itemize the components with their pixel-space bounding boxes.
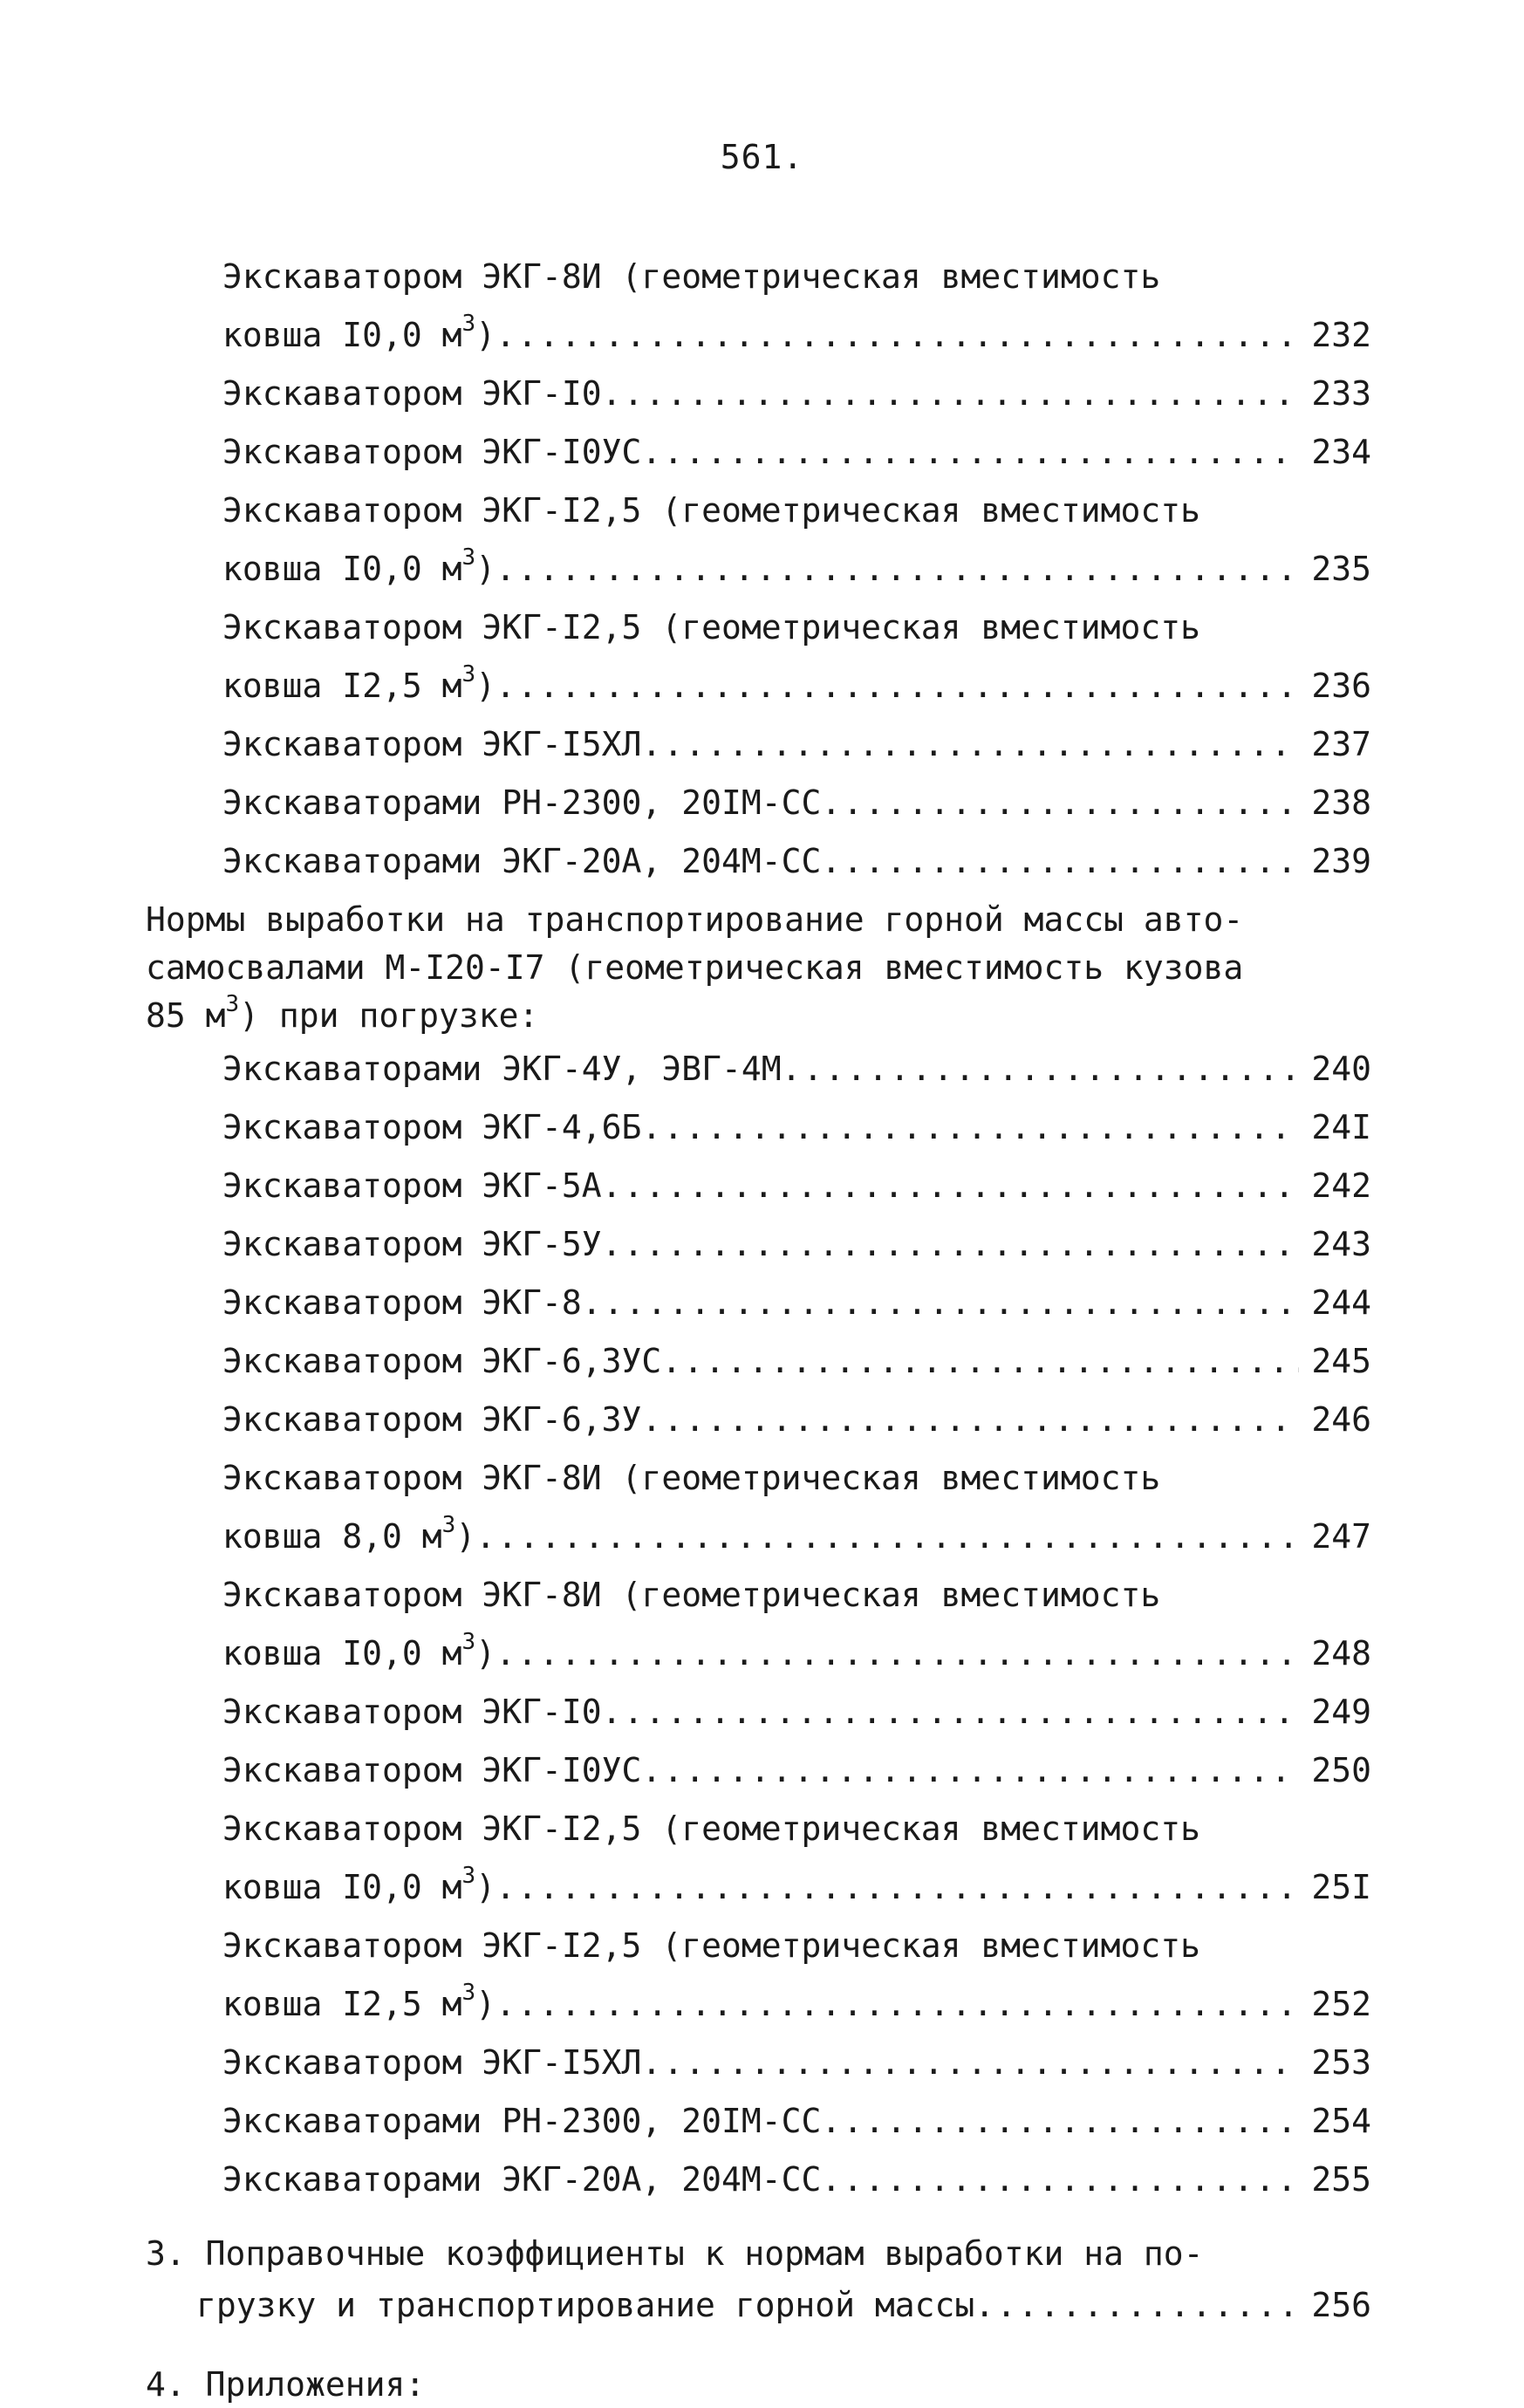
toc-entry-label [222, 838, 821, 885]
toc-entry-label [222, 545, 495, 592]
toc-entry [222, 428, 1371, 475]
toc-entry [222, 662, 1371, 709]
superscript: 3 [461, 544, 476, 571]
dot-leader [495, 311, 1299, 359]
toc-page-number: 255 [1311, 2160, 1371, 2199]
toc-entry-label [222, 1396, 641, 1443]
toc-entry-label [222, 1630, 495, 1677]
toc-entry [222, 1980, 1371, 2028]
toc-page-number: 24I [1311, 1108, 1371, 1146]
dot-leader [641, 428, 1299, 475]
toc-entry-label [196, 2281, 974, 2329]
toc-page-number: 239 [1311, 842, 1371, 880]
label-text: ) [475, 1634, 496, 1673]
label-text: ) [475, 550, 496, 588]
label-text: ковша 8,0 м [222, 1517, 442, 1556]
toc-page-number: 240 [1311, 1050, 1371, 1088]
dot-leader [602, 370, 1300, 417]
toc-entry-label [222, 1980, 495, 2028]
toc-entry-label [222, 311, 495, 359]
toc-page-number: 237 [1311, 725, 1371, 763]
toc-page-number: 254 [1311, 2102, 1371, 2140]
toc-page-number: 236 [1311, 667, 1371, 705]
section-heading-line1: Нормы выработки на транспортирование горной массы авто- [146, 900, 1244, 939]
label-text: Экскаватором ЭКГ-6,3УС [222, 1342, 662, 1380]
dot-leader [495, 545, 1299, 592]
label-text: ковша I0,0 м [222, 1868, 462, 1906]
toc-entry [222, 370, 1371, 417]
dot-leader [974, 2281, 1299, 2329]
label-text: ) [475, 316, 496, 354]
dot-leader [641, 2039, 1299, 2086]
label-text: Экскаватором ЭКГ-5У [222, 1225, 602, 1263]
item3-line1: 3. Поправочные коэффициенты к нормам выработки на по- [146, 2234, 1204, 2273]
dot-leader [602, 1162, 1300, 1209]
toc-entry [222, 2156, 1371, 2203]
label-text: Экскаватором ЭКГ-5А [222, 1166, 602, 1205]
toc-page-number: 238 [1311, 783, 1371, 822]
dot-leader [582, 1279, 1300, 1326]
toc-entry-label [222, 779, 821, 826]
label-text: ) [475, 667, 496, 705]
label-text: Экскаватором ЭКГ-I5ХЛ [222, 725, 642, 763]
dot-leader [821, 2156, 1299, 2203]
toc-entry-line1: Экскаватором ЭКГ-I2,5 (геометрическая вместимость [222, 1809, 1201, 1848]
dot-leader [602, 1688, 1300, 1735]
label-text: Экскаватором ЭКГ-I0УС [222, 1751, 642, 1789]
page-number: 561. [720, 138, 804, 176]
toc-entry-label [222, 662, 495, 709]
label-text: грузку и транспортирование горной массы [196, 2286, 975, 2324]
toc-entry [222, 1747, 1371, 1794]
toc-page-number: 25I [1311, 1868, 1371, 1906]
toc-entry-label [222, 1162, 602, 1209]
label-text: ) [455, 1517, 476, 1556]
dot-leader [641, 1104, 1299, 1151]
toc-entry [222, 2097, 1371, 2145]
dot-leader [602, 1221, 1300, 1268]
toc-entry [222, 1221, 1371, 1268]
toc-entry-label [222, 1045, 782, 1092]
toc-entry-label [222, 1221, 602, 1268]
section-heading-line3 [146, 992, 538, 1039]
dot-leader [495, 662, 1299, 709]
toc-entry [222, 721, 1371, 768]
toc-entry-label [222, 1747, 641, 1794]
toc-entry [222, 1864, 1371, 1911]
label-text: Экскаватором ЭКГ-I0 [222, 374, 602, 413]
label-text: ковша I0,0 м [222, 550, 462, 588]
dot-leader [641, 721, 1299, 768]
toc-page-number: 234 [1311, 433, 1371, 471]
toc-page-number: 233 [1311, 374, 1371, 413]
toc-entry [222, 311, 1371, 359]
toc-entry-label [222, 428, 641, 475]
dot-leader [495, 1630, 1299, 1677]
label-text: Экскаваторами РН-2300, 20IМ-СС [222, 783, 822, 822]
superscript: 3 [441, 1512, 456, 1539]
label-text: Экскаватором ЭКГ-I5ХЛ [222, 2043, 642, 2082]
label-text: Экскаваторами ЭКГ-4У, ЭВГ-4М [222, 1050, 782, 1088]
toc-entry-line1: Экскаватором ЭКГ-8И (геометрическая вместимость [222, 257, 1161, 296]
toc-entry [222, 1337, 1371, 1385]
toc-entry [222, 1688, 1371, 1735]
label-text: ковша I2,5 м [222, 667, 462, 705]
toc-entry [222, 1513, 1371, 1560]
toc-entry-label [222, 2039, 641, 2086]
dot-leader [821, 2097, 1299, 2145]
toc-page-number: 242 [1311, 1166, 1371, 1205]
toc-entry [222, 2039, 1371, 2086]
toc-entry [222, 779, 1371, 826]
toc-entry [222, 1045, 1371, 1092]
dot-leader [782, 1045, 1300, 1092]
toc-entry [222, 1396, 1371, 1443]
superscript: 3 [461, 661, 476, 688]
dot-leader [495, 1980, 1299, 2028]
toc-entry-line1: Экскаватором ЭКГ-I2,5 (геометрическая вместимость [222, 1926, 1201, 1965]
toc-entry [222, 838, 1371, 885]
dot-leader [475, 1513, 1299, 1560]
heading-text: ) при погрузке: [239, 996, 539, 1035]
dot-leader [661, 1337, 1299, 1385]
toc-page-number: 245 [1311, 1342, 1371, 1380]
label-text: Экскаватором ЭКГ-6,3У [222, 1400, 642, 1439]
label-text: ) [475, 1985, 496, 2023]
toc-page-number: 256 [1311, 2286, 1371, 2324]
toc-entry [222, 1630, 1371, 1677]
toc-entry-label [222, 1279, 582, 1326]
toc-page-number: 253 [1311, 2043, 1371, 2082]
toc-page-number: 232 [1311, 316, 1371, 354]
toc-entry [222, 1162, 1371, 1209]
item4-line: 4. Приложения: [146, 2365, 426, 2404]
toc-entry-line1: Экскаватором ЭКГ-I2,5 (геометрическая вместимость [222, 491, 1201, 530]
toc-entry-label [222, 2097, 821, 2145]
superscript: 3 [461, 1980, 476, 2007]
toc-entry-label [222, 721, 641, 768]
item3-entry [196, 2281, 1371, 2329]
toc-page-number: 248 [1311, 1634, 1371, 1673]
dot-leader [821, 779, 1299, 826]
toc-entry-label [222, 2156, 821, 2203]
label-text: Экскаваторами ЭКГ-20А, 204М-СС [222, 2160, 822, 2199]
toc-entry-label [222, 1513, 475, 1560]
toc-page-number: 249 [1311, 1693, 1371, 1731]
section-heading-line2: самосвалами М-I20-I7 (геометрическая вместимость кузова [146, 948, 1244, 987]
toc-entry-label [222, 1104, 641, 1151]
toc-page-number: 235 [1311, 550, 1371, 588]
toc-page-number: 252 [1311, 1985, 1371, 2023]
toc-entry-line1: Экскаватором ЭКГ-8И (геометрическая вместимость [222, 1576, 1161, 1614]
label-text: Экскаватором ЭКГ-4,6Б [222, 1108, 642, 1146]
label-text: ковша I0,0 м [222, 1634, 462, 1673]
toc-entry-line1: Экскаватором ЭКГ-8И (геометрическая вместимость [222, 1459, 1161, 1497]
dot-leader [821, 838, 1299, 885]
toc-entry-label [222, 1864, 495, 1911]
toc-page-number: 244 [1311, 1283, 1371, 1322]
toc-entry [222, 545, 1371, 592]
toc-entry-line1: Экскаватором ЭКГ-I2,5 (геометрическая вместимость [222, 608, 1201, 646]
dot-leader [641, 1396, 1299, 1443]
dot-leader [641, 1747, 1299, 1794]
label-text: ковша I2,5 м [222, 1985, 462, 2023]
toc-entry-label [222, 1688, 602, 1735]
superscript: 3 [461, 311, 476, 338]
label-text: Экскаваторами ЭКГ-20А, 204М-СС [222, 842, 822, 880]
superscript: 3 [225, 991, 240, 1018]
toc-page-number: 250 [1311, 1751, 1371, 1789]
toc-page-number: 246 [1311, 1400, 1371, 1439]
label-text: Экскаваторами РН-2300, 20IМ-СС [222, 2102, 822, 2140]
toc-page-number: 243 [1311, 1225, 1371, 1263]
label-text: Экскаватором ЭКГ-I0 [222, 1693, 602, 1731]
toc-page-number: 247 [1311, 1517, 1371, 1556]
dot-leader [495, 1864, 1299, 1911]
label-text: ковша I0,0 м [222, 316, 462, 354]
superscript: 3 [461, 1629, 476, 1656]
label-text: Экскаватором ЭКГ-8 [222, 1283, 582, 1322]
label-text: ) [475, 1868, 496, 1906]
toc-entry [222, 1279, 1371, 1326]
toc-entry-label [222, 1337, 661, 1385]
heading-text: 85 м [146, 996, 226, 1035]
toc-entry-label [222, 370, 602, 417]
label-text: Экскаватором ЭКГ-I0УС [222, 433, 642, 471]
superscript: 3 [461, 1863, 476, 1890]
toc-entry [222, 1104, 1371, 1151]
